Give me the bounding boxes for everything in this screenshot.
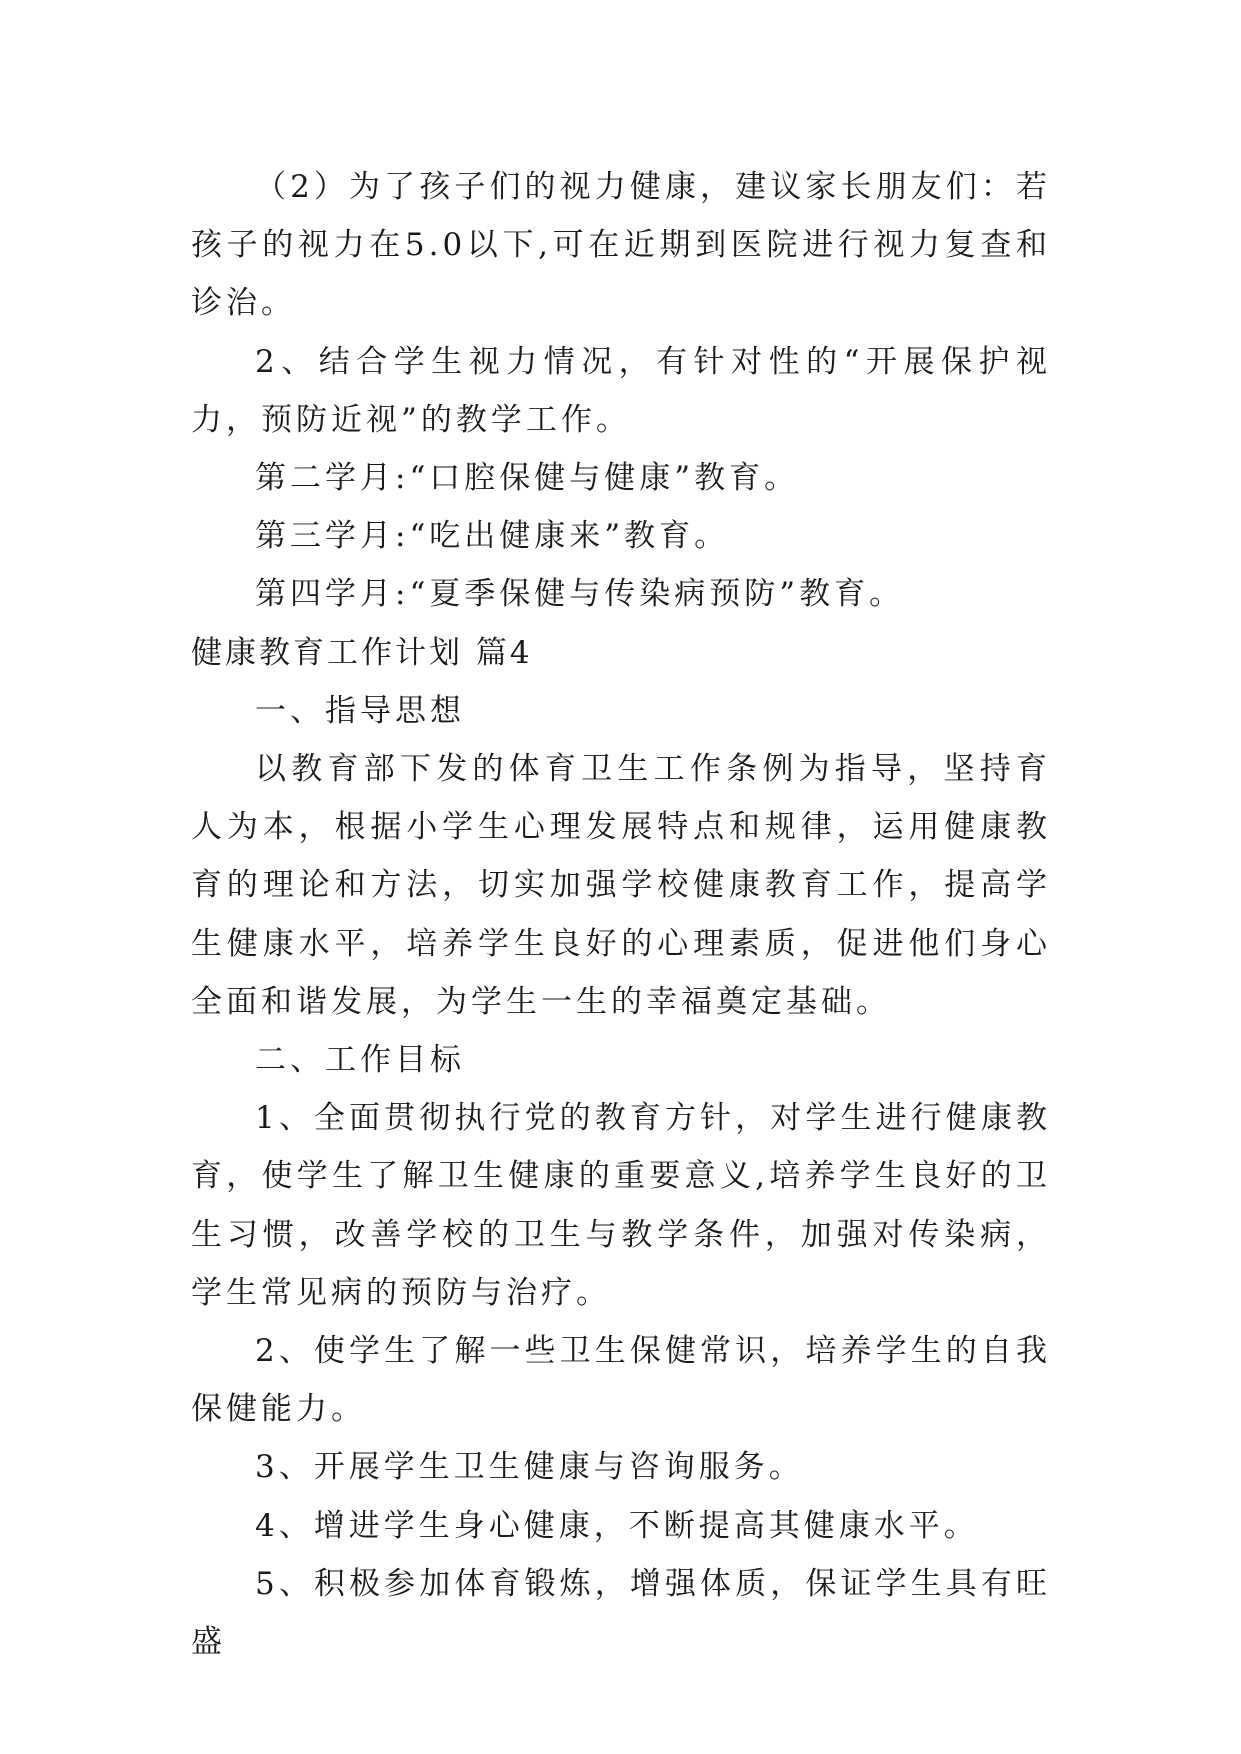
plan-title: 健康教育工作计划 篇4 <box>191 634 533 671</box>
paragraph-goal-3: 3、开展学生卫生健康与咨询服务。 <box>255 1449 804 1486</box>
paragraph-month-2: 第二学月:“口腔保健与健康”教育。 <box>255 460 800 497</box>
paragraph-month-3: 第三学月:“吃出健康来”教育。 <box>255 518 730 555</box>
paragraph-goal-5: 5、积极参加体育锻炼，增强体质，保证学生具有旺盛 <box>191 1565 1051 1661</box>
paragraph-month-4: 第四学月:“夏季保健与传染病预防”教育。 <box>255 576 905 613</box>
section-guiding-ideology: 一、指导思想 <box>255 692 465 729</box>
paragraph-goal-2: 2、使学生了解一些卫生保健常识，培养学生的自我保健能力。 <box>191 1333 1051 1428</box>
document-body <box>191 158 1051 1671</box>
paragraph-goal-1: 1、全面贯彻执行党的教育方针，对学生进行健康教育，使学生了解卫生健康的重要意义,培养学生良好的卫生习惯，改善学校的卫生与教学条件，加强对传染病，学生常见病的预防与治疗。 <box>191 1100 1051 1311</box>
paragraph-vision-teaching: 2、结合学生视力情况，有针对性的“开展保护视力，预防近视”的教学工作。 <box>191 343 1051 438</box>
section-work-goals: 二、工作目标 <box>255 1042 465 1079</box>
paragraph-vision-advice: （2）为了孩子们的视力健康，建议家长朋友们：若孩子的视力在5.0以下,可在近期到医院进行视力复查和诊治。 <box>191 169 1051 322</box>
paragraph-goal-4: 4、增进学生身心健康，不断提高其健康水平。 <box>255 1507 979 1544</box>
paragraph-guiding-ideology: 以教育部下发的体育卫生工作条例为指导，坚持育人为本，根据小学生心理发展特点和规律，运用健康教育的理论和方法，切实加强学校健康教育工作，提高学生健康水平，培养学生良好的心理素质，促进他们身心全面和谐发展，为学生一生的幸福奠定基础。 <box>191 751 1051 1020</box>
